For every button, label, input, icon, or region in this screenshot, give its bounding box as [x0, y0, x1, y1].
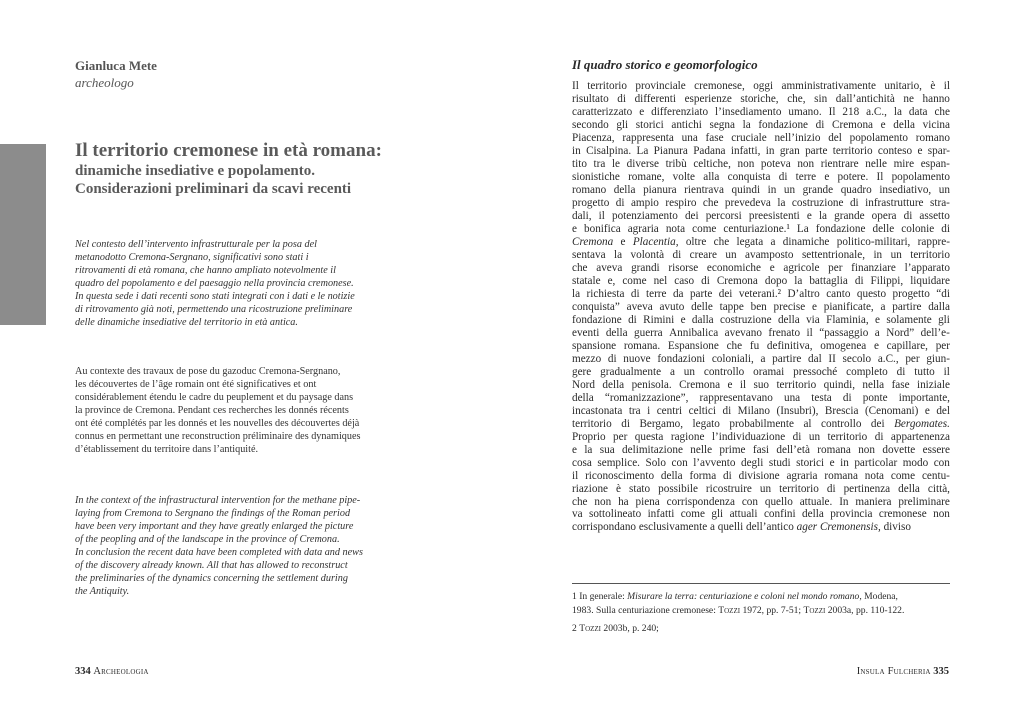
body-line: risultato di differenti esperienze storiche, che, sin dall’antichità ne hanno [572, 92, 950, 105]
article-subtitle-line: Considerazioni preliminari da scavi recenti [75, 181, 352, 197]
abstract-line: of the peopling and of the landscape in the province of Cremona. [75, 533, 340, 545]
body-line: va sottolineato infatti come gli attuali confini della provincia cremonese non [572, 508, 950, 521]
body-line: spansione romana. Espansione che fu definitiva, omogenea e capillare, per [572, 339, 950, 352]
abstract-line: la province de Cremona. Pendant ces recherches les donnés récents [75, 404, 349, 416]
section-heading: Il quadro storico e geomorfologico [572, 57, 758, 72]
abstract-italian [75, 239, 413, 330]
body-line: della “romanizzazione”, rappresentavano una testa di ponte importante, [572, 391, 950, 404]
body-line: statale e, come nel caso di Cremona dopo la battaglia di Filippi, liquidare [572, 274, 950, 287]
body-line: sentava la volontà di creare un avamposto settentrionale, in un territorio [572, 248, 950, 261]
abstract-line: ritrovamenti di età romana, che hanno ampliato notevolmente il [75, 264, 336, 276]
body-line: e la sua delimitazione nelle prime fasi dell’età romana non dovette essere [572, 443, 950, 456]
body-text [572, 80, 950, 534]
body-line: riazione è stato possibile ricostruire un territorio di pertinenza della città, [572, 482, 950, 495]
body-line: la richiesta di terre da parte dei veterani.² D’altro canto questo progetto “di [572, 287, 950, 300]
article-title-block [75, 140, 420, 198]
footnote-2 [572, 622, 659, 636]
section-marker-tab [0, 144, 46, 325]
page-footer-right [857, 666, 949, 677]
abstract-line: les découvertes de l’âge romain ont été significatives et ont [75, 378, 317, 390]
running-head: Archeologia [93, 666, 149, 677]
body-line: mezzo di nuove fondazioni coloniali, a partire dal II secolo a.C., per giun- [572, 352, 950, 365]
page-number: 334 [75, 666, 91, 677]
abstract-line: Nel contesto dell’intervento infrastrutturale per la posa del [75, 239, 317, 250]
author-block [75, 58, 405, 91]
body-line: Proprio per questa ragione l’individuazione di un territorio di appartenenza [572, 430, 950, 443]
footnote-line: 1 In generale: Misurare la terra: centuriazione e coloni nel mondo romano, Modena, [572, 591, 898, 602]
body-line: in Cisalpina. La Pianura Padana infatti, in gran parte territorio conteso e spar- [572, 144, 950, 157]
footnote-line: 1983. Sulla centuriazione cremonese: Tozzi 1972, pp. 7-51; Tozzi 2003a, pp. 110-122. [572, 604, 905, 616]
body-line: che aveva grandi risorse economiche e agricole per finanziare l’apparato [572, 261, 950, 274]
abstract-line: quadro del popolamento e del paesaggio nella provincia cremonese. [75, 277, 354, 289]
body-line: fondazione di Rimini e dalla costruzione della via Flaminia, e solamente gli [572, 313, 950, 326]
abstract-line: laying from Cremona to Sergnano the findings of the Roman period [75, 507, 351, 519]
body-line: dali, il potenziamento dei percorsi preesistenti e la grande opera di assetto [572, 209, 950, 222]
body-line: territorio di Bergamo, legato probabilmente al controllo dei Bergomates. [572, 417, 950, 430]
abstract-line: the preliminaries of the dynamics concerning the settlement during [75, 572, 348, 584]
body-line: il riconoscimento della forma di divisione agraria romana nota come centu- [572, 469, 950, 482]
abstract-line: the Antiquity. [75, 585, 130, 597]
body-line: corrispondano esclusivamente a quelli dell’antico ager Cremonensis, diviso [572, 521, 911, 534]
abstract-line: Au contexte des travaux de pose du gazoduc Cremona-Sergnano, [75, 366, 341, 377]
body-line: Il territorio provinciale cremonese, oggi amministrativamente unitario, è il [572, 80, 950, 92]
body-line: e bonifica agraria nota come centuriazione.¹ La fondazione delle colonie di [572, 222, 950, 235]
body-line: Cremona e Placentia, oltre che legata a dinamiche politico-militari, rappre- [572, 235, 950, 248]
abstract-line: ont été complétés par les donnés et les nouvelles des découvertes déjà [75, 417, 360, 429]
body-line: conquista” aveva avuto delle tappe ben precise e pianificate, a partire dalla [572, 300, 950, 313]
footnote-rule [572, 583, 950, 584]
body-line: gere gradualmente a un controllo oramai pressoché completo di tutto il [572, 365, 950, 378]
footnote-line: 2 Tozzi 2003b, p. 240; [572, 623, 659, 634]
body-line: caratterizzato e differenziato l’insediamento umano. Il 218 a.C., la data che [572, 105, 950, 118]
abstract-line: di ritrovamento già noti, permettendo una ricostruzione preliminare [75, 303, 353, 315]
abstract-line: d’établissement du territoire dans l’antiquité. [75, 443, 259, 455]
body-line: progetto di ampio respiro che prevedeva la costruzione di infrastrutture stra- [572, 196, 950, 209]
abstract-french [75, 366, 413, 457]
body-line: che non ha piena corrispondenza con quello attuale. In maniera preliminare [572, 495, 950, 508]
body-line: cosa semplice. Solo con l’avvento degli studi storici e in particolar modo con [572, 456, 950, 469]
body-line: incastonata tra i centri celtici di Milano (Insubri), Brescia (Cenomani) e del [572, 404, 950, 417]
body-line: Piacenza, rappresenta una fase cruciale nell’inizio del popolamento romano [572, 131, 950, 144]
abstract-line: have been very important and they have greatly enlarged the picture [75, 520, 354, 532]
abstract-line: In the context of the infrastructural intervention for the methane pipe- [75, 495, 361, 506]
article-subtitle-line: dinamiche insediative e popolamento. [75, 163, 316, 179]
body-line: sionistiche romane, volte alla conquista di terre e potere. Il popolamento [572, 170, 950, 183]
author-name: Gianluca Mete [75, 58, 157, 73]
footnote-1 [572, 590, 904, 617]
body-line: eventi della guerra Annibalica avevano frenato il “passaggio a Nord” dell’e- [572, 326, 950, 339]
body-line: secondo gli storici antichi segna la fondazione di Cremona e della vicina [572, 118, 950, 131]
abstract-line: considérablement étendu le cadre du peuplement et du paysage dans [75, 391, 354, 403]
body-line: tito tra le diverse tribù celtiche, non poteva non rientrare nelle mire espan- [572, 157, 950, 170]
page-footer-left [75, 666, 149, 677]
abstract-english [75, 495, 413, 599]
article-title: Il territorio cremonese in età romana: [75, 140, 382, 161]
body-line: Nord della penisola. Cremona e il suo territorio quindi, nella fase iniziale [572, 378, 950, 391]
abstract-line: metanodotto Cremona-Sergnano, significativi sono stati i [75, 251, 309, 263]
body-line: romano della pianura rientrava quindi in un grande quadro insediativo, un [572, 183, 950, 196]
abstract-line: of the discovery already known. All that has allowed to reconstruct [75, 559, 348, 571]
page-number: 335 [933, 666, 949, 677]
abstract-line: In conclusion the recent data have been completed with data and news [75, 546, 363, 558]
author-role: archeologo [75, 75, 134, 90]
abstract-line: delle dinamiche insediative del territorio in età antica. [75, 316, 298, 328]
running-head: Insula Fulcheria [856, 666, 931, 677]
abstract-line: connus en permettant une reconstruction préliminaire des dynamiques [75, 430, 361, 442]
abstract-line: In questa sede i dati recenti sono stati integrati con i dati e le notizie [75, 290, 355, 302]
